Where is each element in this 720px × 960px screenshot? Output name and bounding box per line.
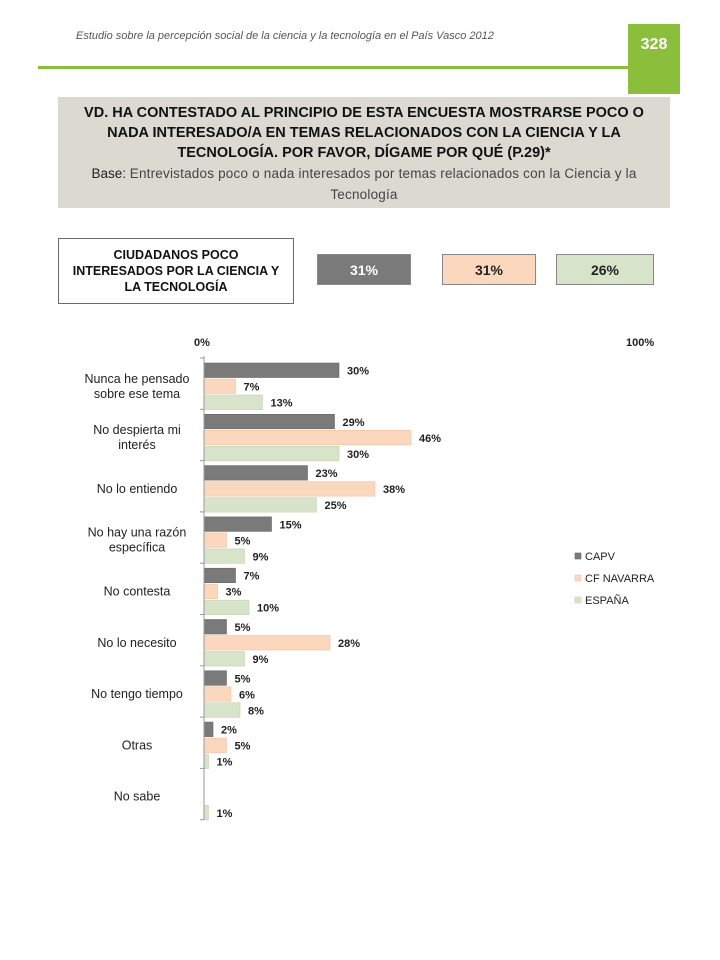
bar-capv xyxy=(204,568,236,583)
data-label: 9% xyxy=(252,551,269,564)
data-label: 7% xyxy=(243,381,260,394)
data-label: 3% xyxy=(225,586,242,599)
data-label: 15% xyxy=(279,519,302,532)
bar-cf-navarra xyxy=(204,687,231,702)
bar-espana xyxy=(204,549,245,564)
bar-capv xyxy=(204,363,339,378)
question-title: VD. HA CONTESTADO AL PRINCIPIO DE ESTA ENCUESTA MOSTRARSE POCO O NADA INTERESADO/A EN TEMAS RELACIONADOS CON LA CIENCIA Y LA TECNOLOGÍA. POR FAVOR, DÍGAME POR QUÉ (P.29)* xyxy=(84,105,644,161)
data-label: 30% xyxy=(347,365,370,378)
page-number-badge: 328 xyxy=(628,24,680,94)
base-label: Base: xyxy=(91,166,126,181)
data-label: 7% xyxy=(243,570,260,583)
data-label: 10% xyxy=(257,602,280,615)
summary-capv-percent: 31% xyxy=(317,254,411,285)
bar-espana xyxy=(204,652,245,667)
category-label: No contesta xyxy=(103,584,171,599)
bar-capv xyxy=(204,466,308,481)
category-label: No despierta mi interés xyxy=(93,423,181,453)
legend-swatch xyxy=(575,575,581,581)
bar-capv xyxy=(204,671,227,686)
data-label: 8% xyxy=(248,705,264,718)
legend-swatch xyxy=(575,597,581,603)
bar-espana xyxy=(204,446,339,461)
legend-swatch xyxy=(575,553,581,559)
category-label: No lo necesito xyxy=(97,635,177,650)
data-label: 6% xyxy=(239,689,255,702)
data-label: 23% xyxy=(315,468,338,481)
header-divider xyxy=(38,66,628,69)
bar-capv xyxy=(204,722,213,737)
data-label: 5% xyxy=(234,740,251,753)
question-box xyxy=(58,97,670,208)
bar-capv xyxy=(204,620,227,635)
data-label: 29% xyxy=(342,416,365,429)
bar-cf-navarra xyxy=(204,738,227,753)
axis-tick-label: 100% xyxy=(626,337,655,349)
legend-label: CF NAVARRA xyxy=(585,573,655,585)
data-label: 2% xyxy=(221,724,237,737)
bar-espana xyxy=(204,805,209,820)
bar-cf-navarra xyxy=(204,379,236,394)
legend-label: CAPV xyxy=(585,551,615,563)
bar-espana xyxy=(204,703,240,718)
data-label: 9% xyxy=(252,654,269,666)
data-label: 30% xyxy=(347,448,370,461)
data-label: 13% xyxy=(270,397,293,410)
report-header-title: Estudio sobre la percepción social de la ciencia y la tecnología en el País Vasco 2012 xyxy=(76,30,494,42)
data-label: 28% xyxy=(338,638,361,650)
category-label: Nunca he pensado sobre ese tema xyxy=(84,371,190,401)
bar-cf-navarra xyxy=(204,636,330,651)
category-label: No tengo tiempo xyxy=(91,687,183,702)
bar-espana xyxy=(204,754,209,769)
data-label: 5% xyxy=(234,535,251,548)
bar-cf-navarra xyxy=(204,584,218,599)
category-label: No hay una razón específica xyxy=(87,525,187,555)
summary-navarra-percent: 31% xyxy=(442,254,536,285)
axis-tick-label: 0% xyxy=(194,337,210,349)
data-label: 5% xyxy=(234,673,251,686)
data-label: 38% xyxy=(383,484,406,497)
bar-capv xyxy=(204,414,335,429)
reasons-bar-chart xyxy=(0,320,720,840)
bar-capv xyxy=(204,517,272,532)
bar-espana xyxy=(204,600,249,615)
data-label: 5% xyxy=(234,622,251,634)
bar-espana xyxy=(204,498,317,512)
bar-cf-navarra xyxy=(204,430,411,445)
summary-espana-percent: 26% xyxy=(556,254,654,285)
category-label: No sabe xyxy=(113,789,161,804)
bar-cf-navarra xyxy=(204,533,227,548)
summary-label-box: CIUDADANOS POCO INTERESADOS POR LA CIENCIA Y LA TECNOLOGÍA xyxy=(58,238,294,304)
legend-label: ESPAÑA xyxy=(585,595,629,607)
base-text: Entrevistados poco o nada interesados por temas relacionados con la Ciencia y la Tecnología xyxy=(129,166,637,202)
data-label: 1% xyxy=(216,807,233,820)
category-label: Otras xyxy=(121,738,153,753)
bar-espana xyxy=(204,395,263,410)
data-label: 46% xyxy=(419,432,442,445)
category-label: No lo entiendo xyxy=(96,481,178,496)
data-label: 25% xyxy=(324,500,347,513)
question-base xyxy=(68,163,660,205)
bar-cf-navarra xyxy=(204,482,375,497)
data-label: 1% xyxy=(216,756,233,769)
